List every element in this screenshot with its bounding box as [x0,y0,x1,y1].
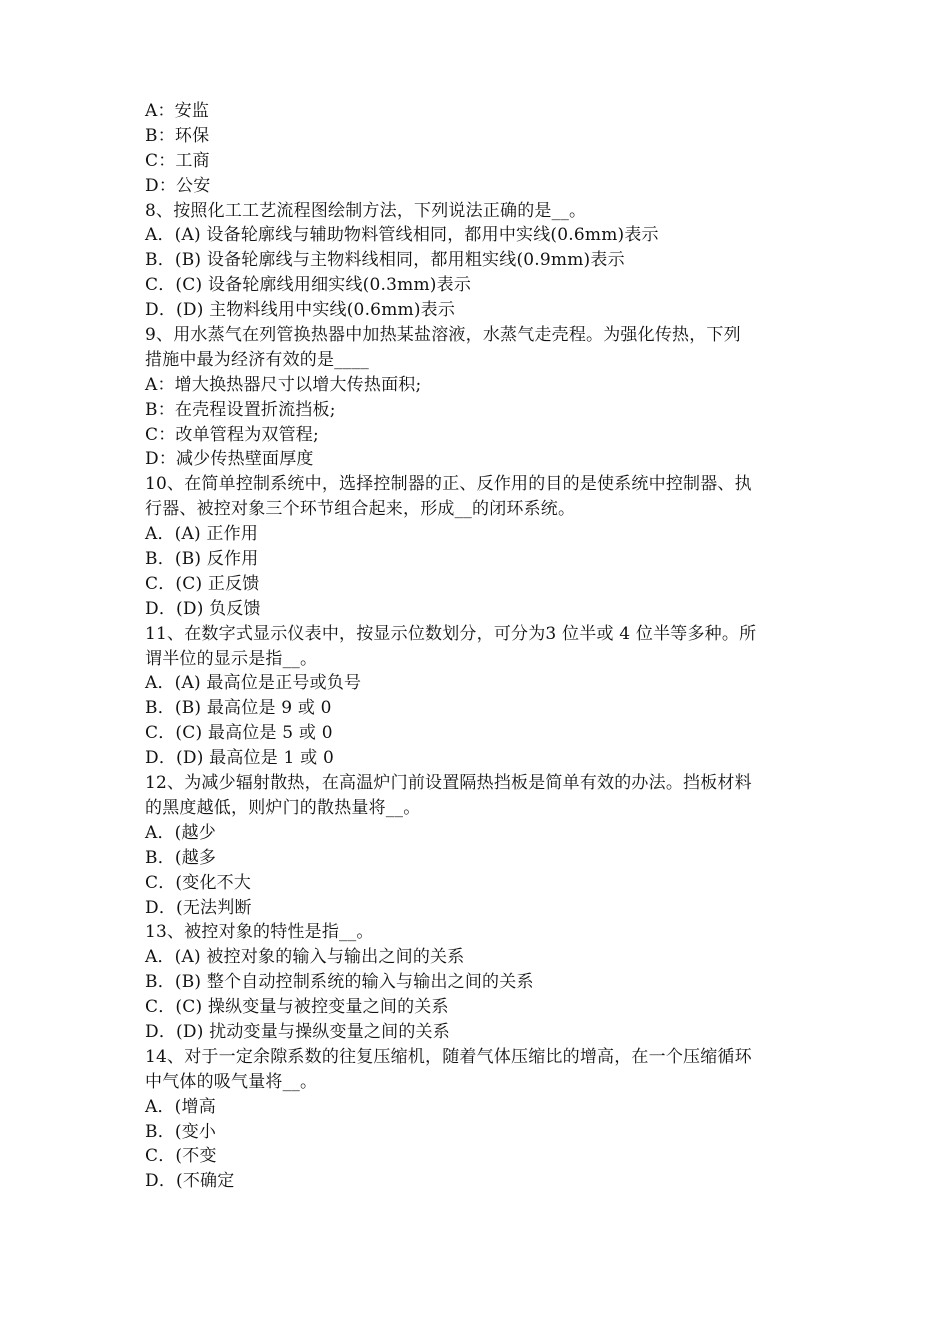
question-line: 8、按照化工工艺流程图绘制方法，下列说法正确的是__。 [145,200,587,221]
option-line: D．(D) 扰动变量与操纵变量之间的关系 [145,1021,450,1042]
option-line: B．(B) 设备轮廓线与主物料线相同，都用粗实线(0.9mm)表示 [145,250,625,271]
option-line: C．(C) 设备轮廓线用细实线(0.3mm)表示 [145,275,472,296]
question-line: 的黑度越低，则炉门的散热量将__。 [145,797,421,818]
option-line: C．(C) 最高位是 5 或 0 [145,723,333,744]
question-line: 措施中最为经济有效的是____ [145,349,369,370]
option-line: C．(不变 [145,1146,217,1167]
option-line: A．(A) 设备轮廓线与辅助物料管线相同，都用中实线(0.6mm)表示 [145,225,659,246]
option-line: D．(D) 最高位是 1 或 0 [145,748,334,769]
question-line: 11、在数字式显示仪表中，按显示位数划分，可分为3 位半或 4 位半等多种。所 [145,623,757,644]
option-line: A：增大换热器尺寸以增大传热面积; [145,374,422,395]
question-line: 谓半位的显示是指__。 [145,648,318,669]
document-page [145,99,825,1194]
option-line: C：改单管程为双管程; [145,424,319,445]
option-line: A．(越少 [145,822,216,843]
option-line: A．(A) 被控对象的输入与输出之间的关系 [145,947,465,968]
option-line: A：安监 [145,101,210,121]
option-line: C．(C) 正反馈 [145,573,260,594]
option-line: B：在壳程设置折流挡板; [145,399,336,420]
option-line: C．(C) 操纵变量与被控变量之间的关系 [145,997,449,1018]
question-line: 13、被控对象的特性是指__。 [145,922,374,943]
option-line: D．(无法判断 [145,897,252,918]
option-line: B．(B) 反作用 [145,549,259,570]
option-line: D．(D) 主物料线用中实线(0.6mm)表示 [145,300,456,321]
option-line: A．(增高 [145,1096,216,1117]
question-line: 9、用水蒸气在列管换热器中加热某盐溶液，水蒸气走壳程。为强化传热，下列 [145,325,741,346]
question-line: 14、对于一定余隙系数的往复压缩机，随着气体压缩比的增高，在一个压缩循环 [145,1046,752,1067]
option-line: B：环保 [145,125,210,146]
question-line: 12、为减少辐射散热，在高温炉门前设置隔热挡板是简单有效的办法。挡板材料 [145,773,752,794]
option-line: A．(A) 最高位是正号或负号 [145,673,362,694]
option-line: C．(变化不大 [145,872,252,893]
option-line: C：工商 [145,150,210,171]
question-line: 10、在简单控制系统中，选择控制器的正、反作用的目的是使系统中控制器、执 [145,474,752,495]
option-line: B．(越多 [145,847,217,868]
option-line: D．(D) 负反馈 [145,598,261,619]
option-line: B．(变小 [145,1121,217,1142]
question-line: 中气体的吸气量将__。 [145,1071,318,1092]
option-line: B．(B) 最高位是 9 或 0 [145,698,332,719]
option-line: D．(不确定 [145,1171,235,1192]
option-line: B．(B) 整个自动控制系统的输入与输出之间的关系 [145,972,534,993]
question-line: 行器、被控对象三个环节组合起来，形成__的闭环系统。 [145,499,576,520]
option-line: A．(A) 正作用 [145,524,259,545]
option-line: D：公安 [145,175,211,196]
option-line: D：减少传热壁面厚度 [145,449,314,470]
